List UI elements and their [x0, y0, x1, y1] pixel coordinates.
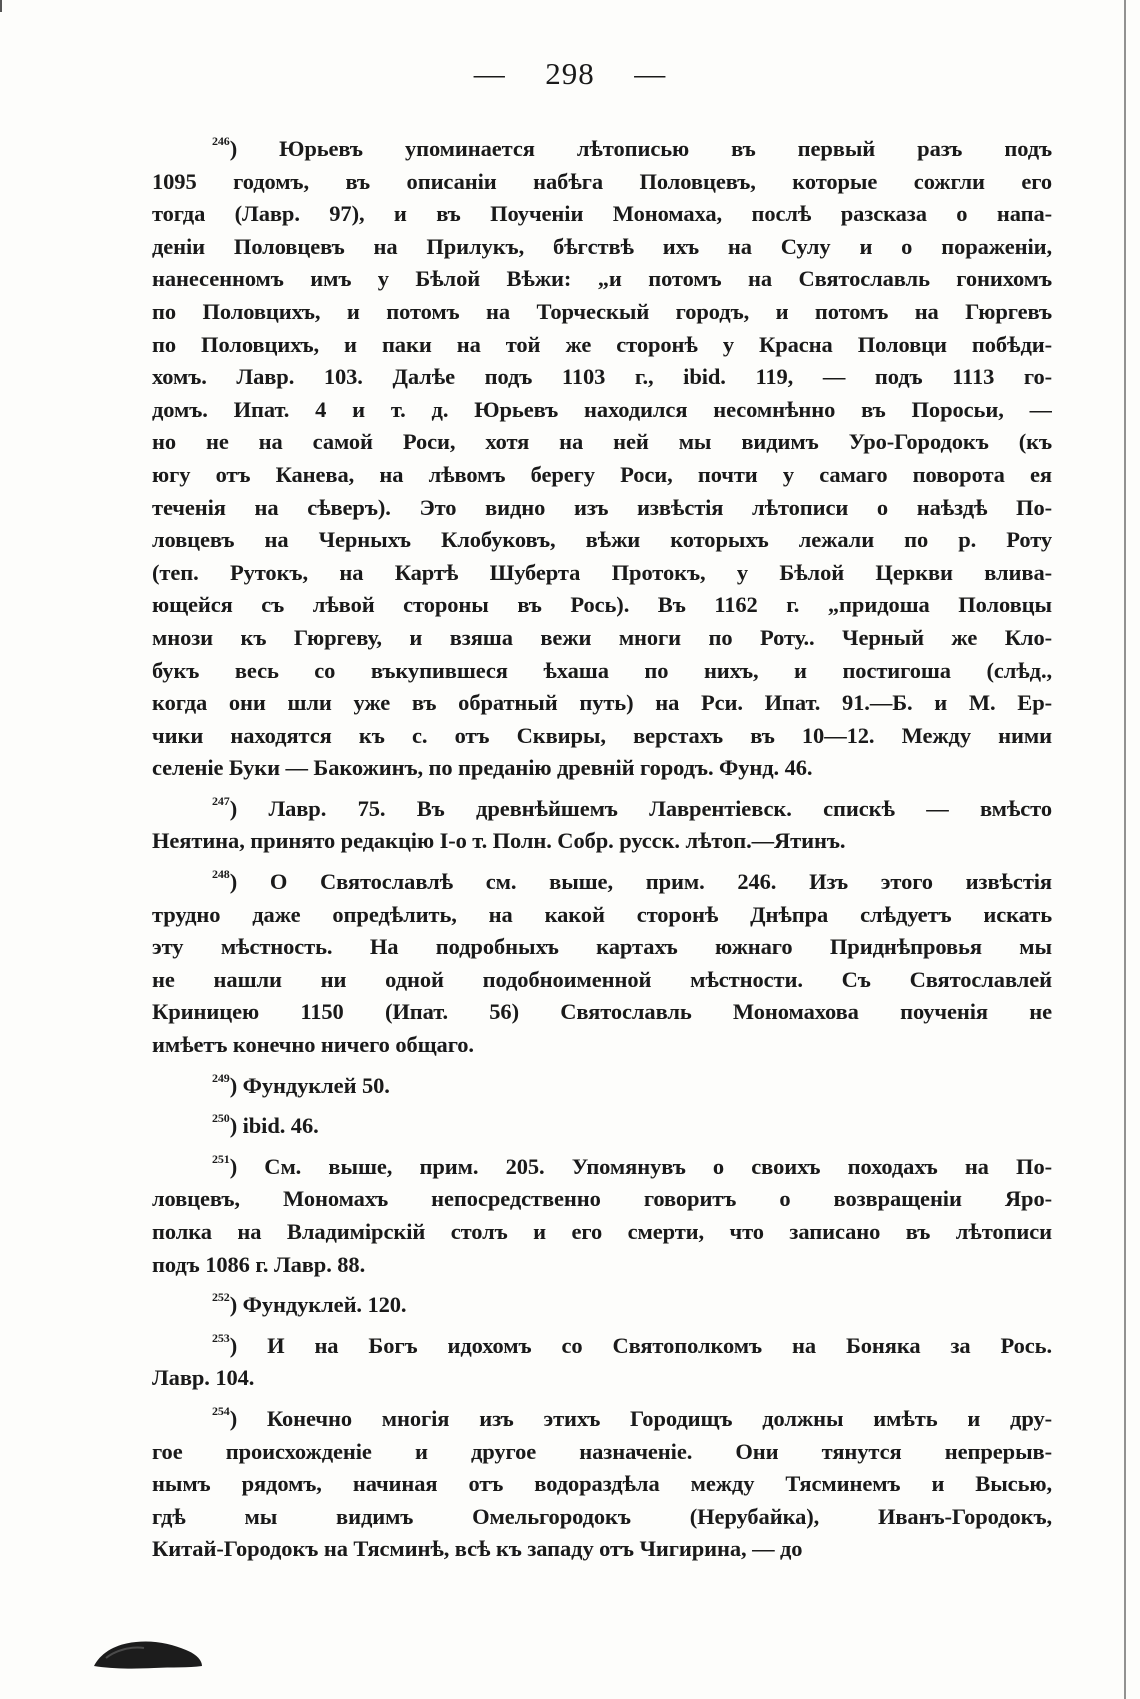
footnote-text: гдѣ мы видимъ Омельгородокъ (Нерубайка), Иванъ-Городокъ, — [152, 1503, 1052, 1529]
footnote-text: нанесенномъ имъ у Бѣлой Вѣжи: „и потомъ на Святославль гонихомъ — [152, 266, 1052, 292]
footnote-line — [152, 492, 1052, 525]
page-header — [0, 56, 1140, 92]
footnote-number: 246 — [212, 134, 230, 148]
footnote-line — [152, 1395, 1052, 1436]
footnote-line — [152, 785, 1052, 826]
footnote-line — [152, 589, 1052, 622]
footnote-text: не нашли ни одной подобноименной мѣстности. Съ Святославлей — [152, 966, 1052, 992]
footnote-line — [152, 557, 1052, 590]
footnote-text: ) Фундуклей 50. — [229, 1072, 390, 1098]
footnote-text: ) Конечно многія изъ этихъ Городищъ должны имѣть и дру- — [229, 1405, 1052, 1431]
footnote-text: ) Юрьевъ упоминается лѣтописью въ первый разъ подъ — [229, 136, 1052, 161]
footnote-line — [152, 1029, 1052, 1062]
footnote-line — [152, 394, 1052, 427]
footnote-text: ) ibid. 46. — [229, 1113, 319, 1139]
footnote-text: по Половцихъ, и потомъ на Торческый городъ, и потомъ на Гюргевъ — [152, 298, 1052, 324]
footnote-line — [152, 899, 1052, 932]
footnote-line — [152, 752, 1052, 785]
footnote-line — [152, 622, 1052, 655]
footnote-line — [152, 720, 1052, 753]
footnote-text: но не на самой Роси, хотя на ней мы видимъ Уро-Городокъ (къ — [152, 429, 1052, 455]
footnote-253 — [152, 1322, 1052, 1395]
footnote-text: Лавр. 104. — [152, 1365, 255, 1391]
footnote-text: полка на Владимірскій столъ и его смерти, что записано въ лѣтописи — [152, 1219, 1052, 1244]
footnote-text: букъ весь со въкупившеся ѣхаша по нихъ, и постигоша (слѣд., — [152, 657, 1052, 683]
footnote-text: ловцевъ на Черныхъ Клобуковъ, вѣжи которыхъ лежали по р. Роту — [152, 527, 1052, 553]
footnote-line — [152, 361, 1052, 394]
footnote-254 — [152, 1395, 1052, 1566]
footnote-line — [152, 858, 1052, 899]
footnote-250 — [152, 1102, 1052, 1143]
footnote-text: Китай-Городокъ на Тясминѣ, всѣ къ западу отъ Чигирина, — до — [152, 1536, 803, 1562]
footnote-line — [152, 263, 1052, 296]
header-dash-left: — — [473, 56, 506, 91]
footnote-number: 252 — [212, 1290, 230, 1305]
footnote-line — [152, 198, 1052, 231]
footnote-number: 253 — [212, 1330, 230, 1345]
footnote-line — [152, 1249, 1052, 1282]
footnote-line — [152, 1143, 1052, 1184]
footnote-line — [152, 125, 1052, 166]
page-edge-line — [1124, 0, 1126, 1699]
footnote-text: эту мѣстность. На подробныхъ картахъ южнаго Приднѣпровья мы — [152, 934, 1052, 960]
footnote-line — [152, 1468, 1052, 1501]
footnote-text: гое происхожденіе и другое назначеніе. Они тянутся непрерыв- — [152, 1438, 1052, 1464]
footnote-246 — [152, 125, 1052, 785]
footnote-line — [152, 1533, 1052, 1566]
footnote-line — [152, 1322, 1052, 1363]
footnote-251 — [152, 1143, 1052, 1281]
footnote-number: 254 — [212, 1403, 230, 1418]
footnote-text: теченія на сѣверъ). Это видно изъ извѣстія лѣтописи о наѣздѣ По- — [152, 494, 1052, 520]
footnote-text: Криницею 1150 (Ипат. 56) Святославль Мономахова поученія не — [152, 999, 1052, 1025]
footnote-line — [152, 996, 1052, 1029]
footnote-text: тогда (Лавр. 97), и въ Поученіи Мономаха, послѣ разсказа о напа- — [152, 201, 1052, 227]
header-dash-right: — — [634, 56, 667, 91]
footnote-text: югу отъ Канева, на лѣвомъ берегу Роси, почти у самаго поворота ея — [152, 461, 1052, 487]
footnote-line — [152, 329, 1052, 362]
footnote-text: нымъ рядомъ, начиная отъ водораздѣла между Тясминемъ и Высью, — [152, 1471, 1052, 1497]
footnote-line — [152, 687, 1052, 720]
footnote-number: 250 — [212, 1111, 230, 1126]
scan-corner-mark — [0, 0, 2, 12]
footnote-line — [152, 296, 1052, 329]
footnote-line — [152, 931, 1052, 964]
footnote-line — [152, 1102, 1052, 1143]
footnote-text: (теп. Рутокъ, на Картѣ Шуберта Протокъ, у Бѣлой Церкви влива- — [152, 559, 1052, 585]
footnote-text: ) См. выше, прим. 205. Упомянувъ о своихъ походахъ на По- — [229, 1153, 1052, 1179]
footnote-text: ющейся съ лѣвой стороны въ Рось). Въ 1162 г. „придоша Половцы — [152, 592, 1052, 618]
footnote-number: 248 — [212, 867, 230, 882]
footnote-text: деніи Половцевъ на Прилукъ, бѣгствѣ ихъ на Сулу и о пораженіи, — [152, 233, 1052, 259]
footnote-text: 1095 годомъ, въ описаніи набѣга Половцевъ, которые сожгли его — [152, 168, 1052, 194]
footnote-text: ловцевъ, Мономахъ непосредственно говоритъ о возвращеніи Яро- — [152, 1186, 1052, 1212]
footnote-line — [152, 459, 1052, 492]
footnote-text: трудно даже опредѣлить, на какой сторонѣ Днѣпра слѣдуетъ искать — [152, 901, 1052, 927]
footnote-line — [152, 1436, 1052, 1469]
footnote-text: имѣетъ конечно ничего общаго. — [152, 1032, 474, 1058]
footnote-line — [152, 964, 1052, 997]
footnote-line — [152, 1216, 1052, 1249]
footnote-line — [152, 1062, 1052, 1103]
footnote-line — [152, 1501, 1052, 1534]
footnote-number: 249 — [212, 1070, 230, 1085]
footnote-line — [152, 166, 1052, 199]
footnote-line — [152, 426, 1052, 459]
footnote-text: ) И на Богъ идохомъ со Святополкомъ на Боняка за Рось. — [229, 1332, 1052, 1358]
footnote-line — [152, 231, 1052, 264]
footnote-line — [152, 1183, 1052, 1216]
footnote-text: ) Фундуклей. 120. — [229, 1292, 407, 1318]
footnote-text: Неятина, принято редакцію І-о т. Полн. Собр. русск. лѣтоп.—Ятинъ. — [152, 828, 846, 854]
footnotes-body — [152, 125, 1052, 1566]
footnote-text: ) Лавр. 75. Въ древнѣйшемъ Лаврентіевск. спискѣ — вмѣсто — [229, 795, 1052, 821]
footnote-248 — [152, 858, 1052, 1062]
footnote-text: мнози къ Гюргеву, и взяша вежи многи по Роту.. Черный же Кло- — [152, 624, 1052, 650]
footnote-line — [152, 1362, 1052, 1395]
footnote-text: ) О Святославлѣ см. выше, прим. 246. Изъ этого извѣстія — [229, 869, 1052, 895]
footnote-text: когда они шли уже въ обратный путь) на Рси. Ипат. 91.—Б. и М. Ер- — [152, 690, 1052, 716]
footnote-text: домъ. Ипат. 4 и т. д. Юрьевъ находился несомнѣнно въ Поросьи, — — [152, 396, 1052, 422]
ink-blot-mark — [92, 1636, 204, 1670]
footnote-line — [152, 825, 1052, 858]
footnote-line — [152, 524, 1052, 557]
footnote-text: чики находятся къ с. отъ Сквиры, верстахъ въ 10—12. Между ними — [152, 722, 1052, 748]
footnote-text: подъ 1086 г. Лавр. 88. — [152, 1251, 366, 1277]
footnote-number: 251 — [212, 1151, 230, 1166]
footnote-text: селеніе Буки — Бакожинъ, по преданію древній городъ. Фунд. 46. — [152, 755, 813, 781]
footnote-line — [152, 1281, 1052, 1322]
footnote-249 — [152, 1062, 1052, 1103]
footnote-252 — [152, 1281, 1052, 1322]
footnote-line — [152, 655, 1052, 688]
footnote-number: 247 — [212, 793, 230, 808]
footnote-text: по Половцихъ, и паки на той же сторонѣ у Красна Половци побѣди- — [152, 331, 1052, 357]
page-number: 298 — [545, 56, 595, 91]
footnote-247 — [152, 785, 1052, 858]
footnote-text: хомъ. Лавр. 103. Далѣе подъ 1103 г., ibid. 119, — подъ 1113 го- — [152, 364, 1052, 390]
